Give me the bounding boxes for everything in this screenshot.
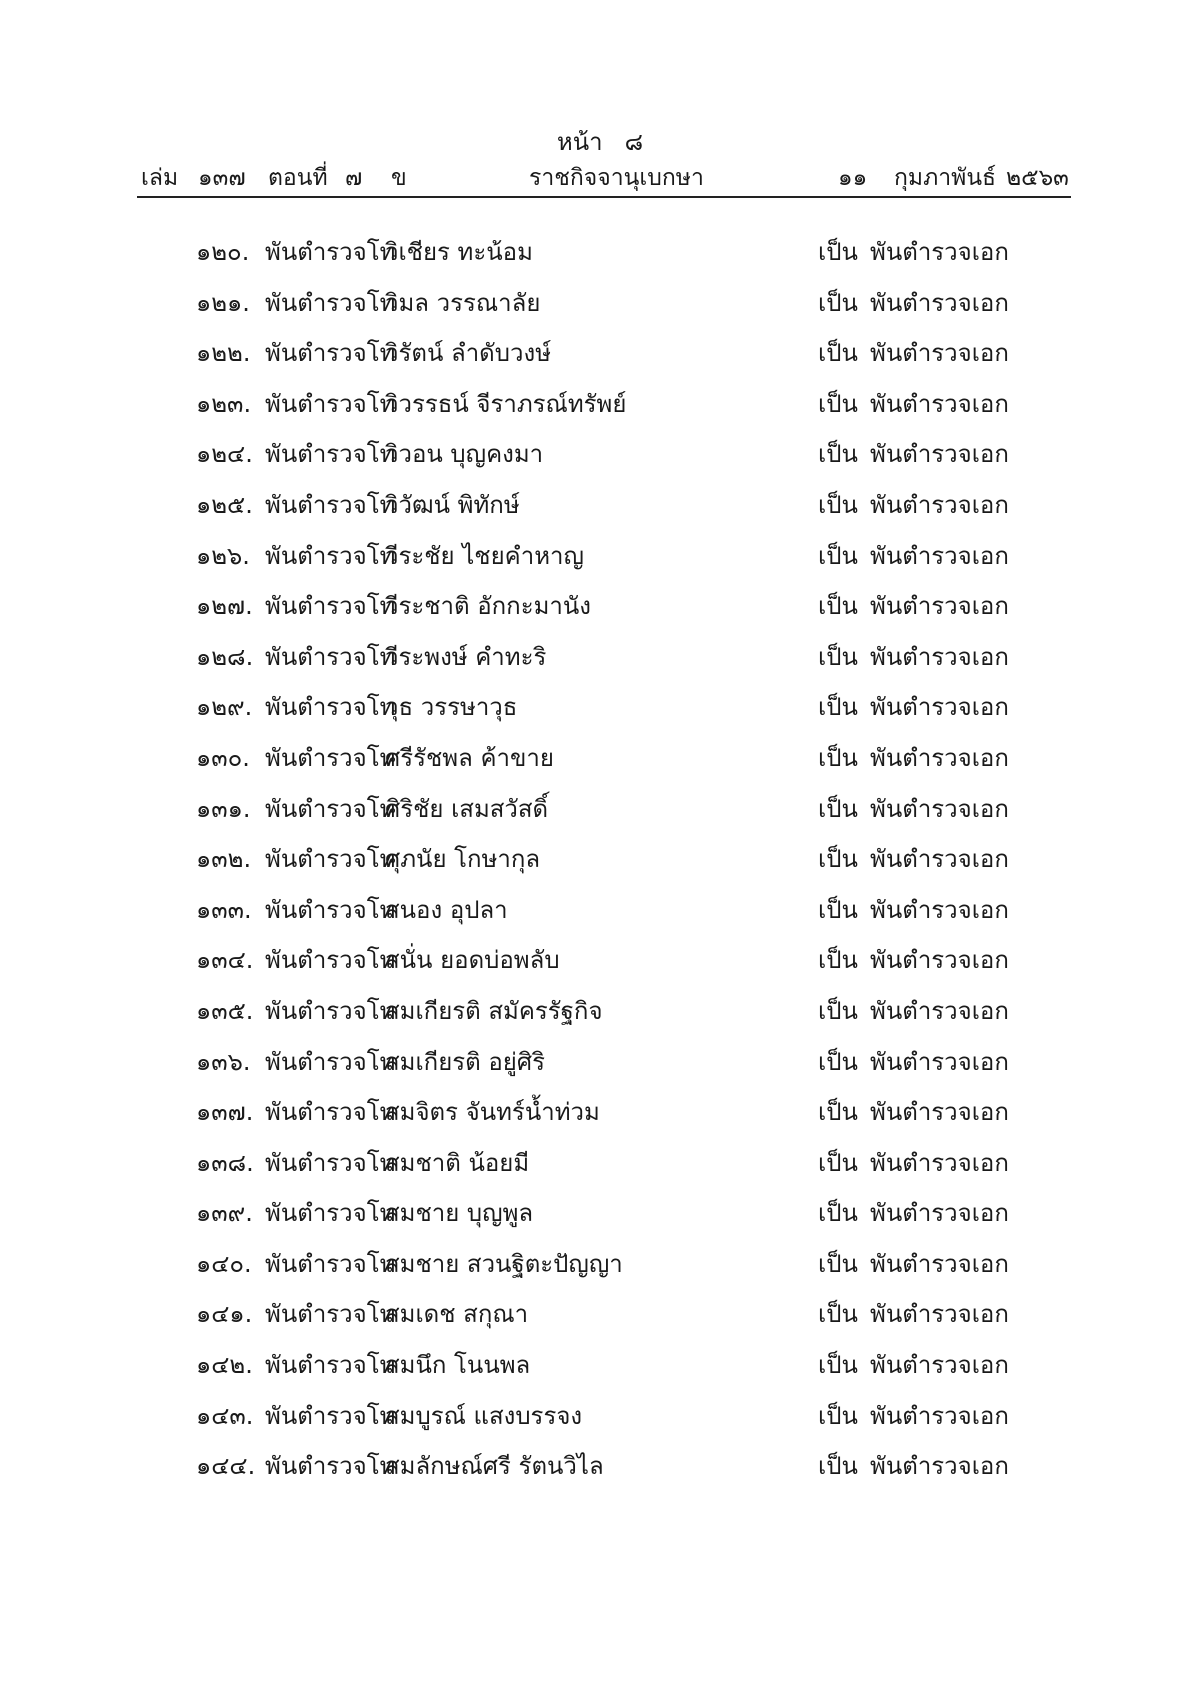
entry-person-name: สมเดช สกุณา <box>385 1300 529 1329</box>
entry-person-name: สมบูรณ์ แสงบรรจง <box>385 1401 583 1430</box>
entry-to-label: เป็น <box>818 440 858 469</box>
list-item <box>0 1042 1200 1093</box>
list-item <box>0 890 1200 941</box>
entry-person-name: สนอง อุปลา <box>385 895 508 924</box>
entry-new-rank: พันตำรวจเอก <box>870 541 1009 570</box>
entry-current-rank: พันตำรวจโท <box>265 743 396 772</box>
entry-to-label: เป็น <box>818 1351 858 1380</box>
list-item <box>0 1396 1200 1447</box>
list-item <box>0 687 1200 738</box>
entry-to-label: เป็น <box>818 1148 858 1177</box>
entry-current-rank: พันตำรวจโท <box>265 238 396 266</box>
entry-new-rank: พันตำรวจเอก <box>870 1098 1009 1127</box>
entry-number: ๑๓๖. <box>196 1047 251 1076</box>
entry-person-name: สมลักษณ์ศรี รัตนวิไล <box>385 1452 604 1481</box>
entry-number: ๑๓๔. <box>196 946 254 975</box>
entry-number: ๑๔๑. <box>196 1300 253 1329</box>
entry-person-name: วีระพงษ์ คำทะริ <box>385 642 547 671</box>
entry-number: ๑๓๗. <box>196 1098 254 1127</box>
page-label: หน้า <box>556 128 603 156</box>
entry-current-rank: พันตำรวจโท <box>265 1401 396 1430</box>
entry-current-rank: พันตำรวจโท <box>265 946 396 975</box>
entry-to-label: เป็น <box>818 996 858 1025</box>
entry-new-rank: พันตำรวจเอก <box>870 1452 1009 1481</box>
entry-new-rank: พันตำรวจเอก <box>870 490 1009 519</box>
entry-current-rank: พันตำรวจโท <box>265 1452 396 1481</box>
entry-to-label: เป็น <box>818 288 858 317</box>
entry-new-rank: พันตำรวจเอก <box>870 693 1009 722</box>
entry-to-label: เป็น <box>818 1098 858 1127</box>
list-item <box>0 434 1200 485</box>
entry-current-rank: พันตำรวจโท <box>265 541 396 570</box>
entry-to-label: เป็น <box>818 1249 858 1278</box>
entry-new-rank: พันตำรวจเอก <box>870 1401 1009 1430</box>
entry-current-rank: พันตำรวจโท <box>265 693 396 722</box>
entry-person-name: ศุภนัย โกษากุล <box>385 845 541 874</box>
entry-to-label: เป็น <box>818 339 858 368</box>
entry-number: ๑๓๘. <box>196 1148 254 1177</box>
entry-to-label: เป็น <box>818 946 858 975</box>
volume-label: เล่ม <box>141 165 179 191</box>
entry-to-label: เป็น <box>818 895 858 924</box>
entry-person-name: วีระชาติ อักกะมานัง <box>385 592 592 621</box>
entry-to-label: เป็น <box>818 794 858 823</box>
entry-number: ๑๒๕. <box>196 490 253 519</box>
list-item <box>0 991 1200 1042</box>
entry-new-rank: พันตำรวจเอก <box>870 1047 1009 1076</box>
entry-number: ๑๒๗. <box>196 592 253 621</box>
entry-new-rank: พันตำรวจเอก <box>870 794 1009 823</box>
entry-person-name: วิวอน บุญคงมา <box>385 440 544 469</box>
entry-to-label: เป็น <box>818 389 858 418</box>
issue-number: ๗ <box>345 165 363 191</box>
entry-current-rank: พันตำรวจโท <box>265 1351 396 1380</box>
entry-current-rank: พันตำรวจโท <box>265 996 396 1025</box>
entry-current-rank: พันตำรวจโท <box>265 895 396 924</box>
list-item <box>0 789 1200 840</box>
entry-person-name: ศิริชัย เสมสวัสดิ์ <box>385 794 549 823</box>
entry-new-rank: พันตำรวจเอก <box>870 1148 1009 1177</box>
entry-person-name: สมจิตร จันทร์น้ำท่วม <box>385 1098 600 1127</box>
list-item <box>0 232 1200 283</box>
date-month: กุมภาพันธ์ <box>894 165 997 191</box>
entry-current-rank: พันตำรวจโท <box>265 1300 396 1329</box>
entry-to-label: เป็น <box>818 743 858 772</box>
entry-new-rank: พันตำรวจเอก <box>870 288 1009 317</box>
entry-to-label: เป็น <box>818 693 858 722</box>
list-item <box>0 536 1200 587</box>
page-number <box>0 122 1200 161</box>
entry-current-rank: พันตำรวจโท <box>265 1047 396 1076</box>
entry-current-rank: พันตำรวจโท <box>265 1098 396 1127</box>
entry-person-name: สมเกียรติ สมัครรัฐกิจ <box>385 996 603 1025</box>
entry-person-name: วุธ วรรษาวุธ <box>385 693 518 722</box>
entry-current-rank: พันตำรวจโท <box>265 592 396 621</box>
entry-current-rank: พันตำรวจโท <box>265 339 396 368</box>
entry-new-rank: พันตำรวจเอก <box>870 389 1009 418</box>
entry-new-rank: พันตำรวจเอก <box>870 339 1009 368</box>
entry-new-rank: พันตำรวจเอก <box>870 1300 1009 1329</box>
entry-number: ๑๔๐. <box>196 1249 252 1278</box>
entry-person-name: วิวรรธน์ จีราภรณ์ทรัพย์ <box>385 389 627 418</box>
entry-person-name: วีระชัย ไชยคำหาญ <box>385 541 584 570</box>
entry-person-name: วิรัตน์ ลำดับวงษ์ <box>385 339 552 368</box>
entry-new-rank: พันตำรวจเอก <box>870 845 1009 874</box>
list-item <box>0 586 1200 637</box>
entry-new-rank: พันตำรวจเอก <box>870 743 1009 772</box>
entry-number: ๑๒๐. <box>196 238 250 266</box>
entry-to-label: เป็น <box>818 490 858 519</box>
entry-to-label: เป็น <box>818 541 858 570</box>
entry-to-label: เป็น <box>818 1452 858 1481</box>
entry-to-label: เป็น <box>818 238 858 266</box>
list-item <box>0 940 1200 991</box>
list-item <box>0 839 1200 890</box>
entry-new-rank: พันตำรวจเอก <box>870 592 1009 621</box>
entry-person-name: สนั่น ยอดบ่อพลับ <box>385 946 560 975</box>
entry-number: ๑๒๘. <box>196 642 254 671</box>
entry-to-label: เป็น <box>818 845 858 874</box>
entry-number: ๑๔๔. <box>196 1452 256 1481</box>
entry-new-rank: พันตำรวจเอก <box>870 946 1009 975</box>
entry-person-name: วิวัฒน์ พิทักษ์ <box>385 490 520 519</box>
list-item <box>0 283 1200 334</box>
entry-person-name: สมนึก โนนพล <box>385 1351 531 1380</box>
entry-new-rank: พันตำรวจเอก <box>870 642 1009 671</box>
header-divider <box>137 196 1071 198</box>
entry-current-rank: พันตำรวจโท <box>265 389 396 418</box>
entry-number: ๑๓๐. <box>196 743 250 772</box>
entry-to-label: เป็น <box>818 1047 858 1076</box>
entry-to-label: เป็น <box>818 1199 858 1228</box>
section-letter: ข <box>391 165 407 191</box>
entry-person-name: วิเชียร ทะน้อม <box>385 238 533 266</box>
entry-person-name: สมชาย สวนฐิตะปัญญา <box>385 1249 623 1278</box>
entry-number: ๑๔๓. <box>196 1401 254 1430</box>
entry-number: ๑๒๙. <box>196 693 253 722</box>
entry-number: ๑๓๕. <box>196 996 254 1025</box>
date-day: ๑๑ <box>838 165 868 191</box>
entry-person-name: สมชาย บุญพูล <box>385 1199 534 1228</box>
entry-number: ๑๓๒. <box>196 845 252 874</box>
entry-new-rank: พันตำรวจเอก <box>870 1351 1009 1380</box>
list-item <box>0 738 1200 789</box>
gazette-title: ราชกิจจานุเบกษา <box>529 165 704 191</box>
list-item <box>0 1143 1200 1194</box>
entry-new-rank: พันตำรวจเอก <box>870 238 1009 266</box>
entry-number: ๑๒๒. <box>196 339 251 368</box>
promotion-list <box>0 232 1200 1497</box>
list-item <box>0 1345 1200 1396</box>
entry-current-rank: พันตำรวจโท <box>265 490 396 519</box>
entry-new-rank: พันตำรวจเอก <box>870 1249 1009 1278</box>
entry-person-name: สมเกียรติ อยู่ศิริ <box>385 1047 545 1076</box>
list-item <box>0 485 1200 536</box>
entry-person-name: ศรีรัชพล ค้าขาย <box>385 743 554 772</box>
entry-number: ๑๒๔. <box>196 440 253 469</box>
entry-to-label: เป็น <box>818 1401 858 1430</box>
entry-current-rank: พันตำรวจโท <box>265 794 396 823</box>
entry-person-name: สมชาติ น้อยมี <box>385 1148 530 1177</box>
list-item <box>0 1092 1200 1143</box>
entry-person-name: วิมล วรรณาลัย <box>385 288 541 317</box>
list-item <box>0 384 1200 435</box>
entry-new-rank: พันตำรวจเอก <box>870 1199 1009 1228</box>
issue-label: ตอนที่ <box>268 165 328 191</box>
entry-current-rank: พันตำรวจโท <box>265 1199 396 1228</box>
page-number-value: ๘ <box>624 128 644 156</box>
entry-new-rank: พันตำรวจเอก <box>870 895 1009 924</box>
entry-to-label: เป็น <box>818 642 858 671</box>
list-item <box>0 1244 1200 1295</box>
entry-current-rank: พันตำรวจโท <box>265 1148 396 1177</box>
entry-current-rank: พันตำรวจโท <box>265 288 396 317</box>
list-item <box>0 1193 1200 1244</box>
entry-number: ๑๓๙. <box>196 1199 253 1228</box>
entry-number: ๑๒๑. <box>196 288 250 317</box>
entry-number: ๑๔๒. <box>196 1351 253 1380</box>
entry-number: ๑๒๓. <box>196 389 252 418</box>
entry-current-rank: พันตำรวจโท <box>265 1249 396 1278</box>
entry-current-rank: พันตำรวจโท <box>265 440 396 469</box>
entry-current-rank: พันตำรวจโท <box>265 845 396 874</box>
entry-new-rank: พันตำรวจเอก <box>870 440 1009 469</box>
volume-number: ๑๓๗ <box>198 165 246 191</box>
entry-number: ๑๓๑. <box>196 794 251 823</box>
entry-current-rank: พันตำรวจโท <box>265 642 396 671</box>
entry-new-rank: พันตำรวจเอก <box>870 996 1009 1025</box>
list-item <box>0 1294 1200 1345</box>
entry-number: ๑๓๓. <box>196 895 252 924</box>
list-item <box>0 333 1200 384</box>
entry-to-label: เป็น <box>818 592 858 621</box>
gazette-header <box>0 160 1200 194</box>
list-item <box>0 637 1200 688</box>
date-year: ๒๕๖๓ <box>1006 165 1069 191</box>
entry-number: ๑๒๖. <box>196 541 250 570</box>
list-item <box>0 1446 1200 1497</box>
entry-to-label: เป็น <box>818 1300 858 1329</box>
